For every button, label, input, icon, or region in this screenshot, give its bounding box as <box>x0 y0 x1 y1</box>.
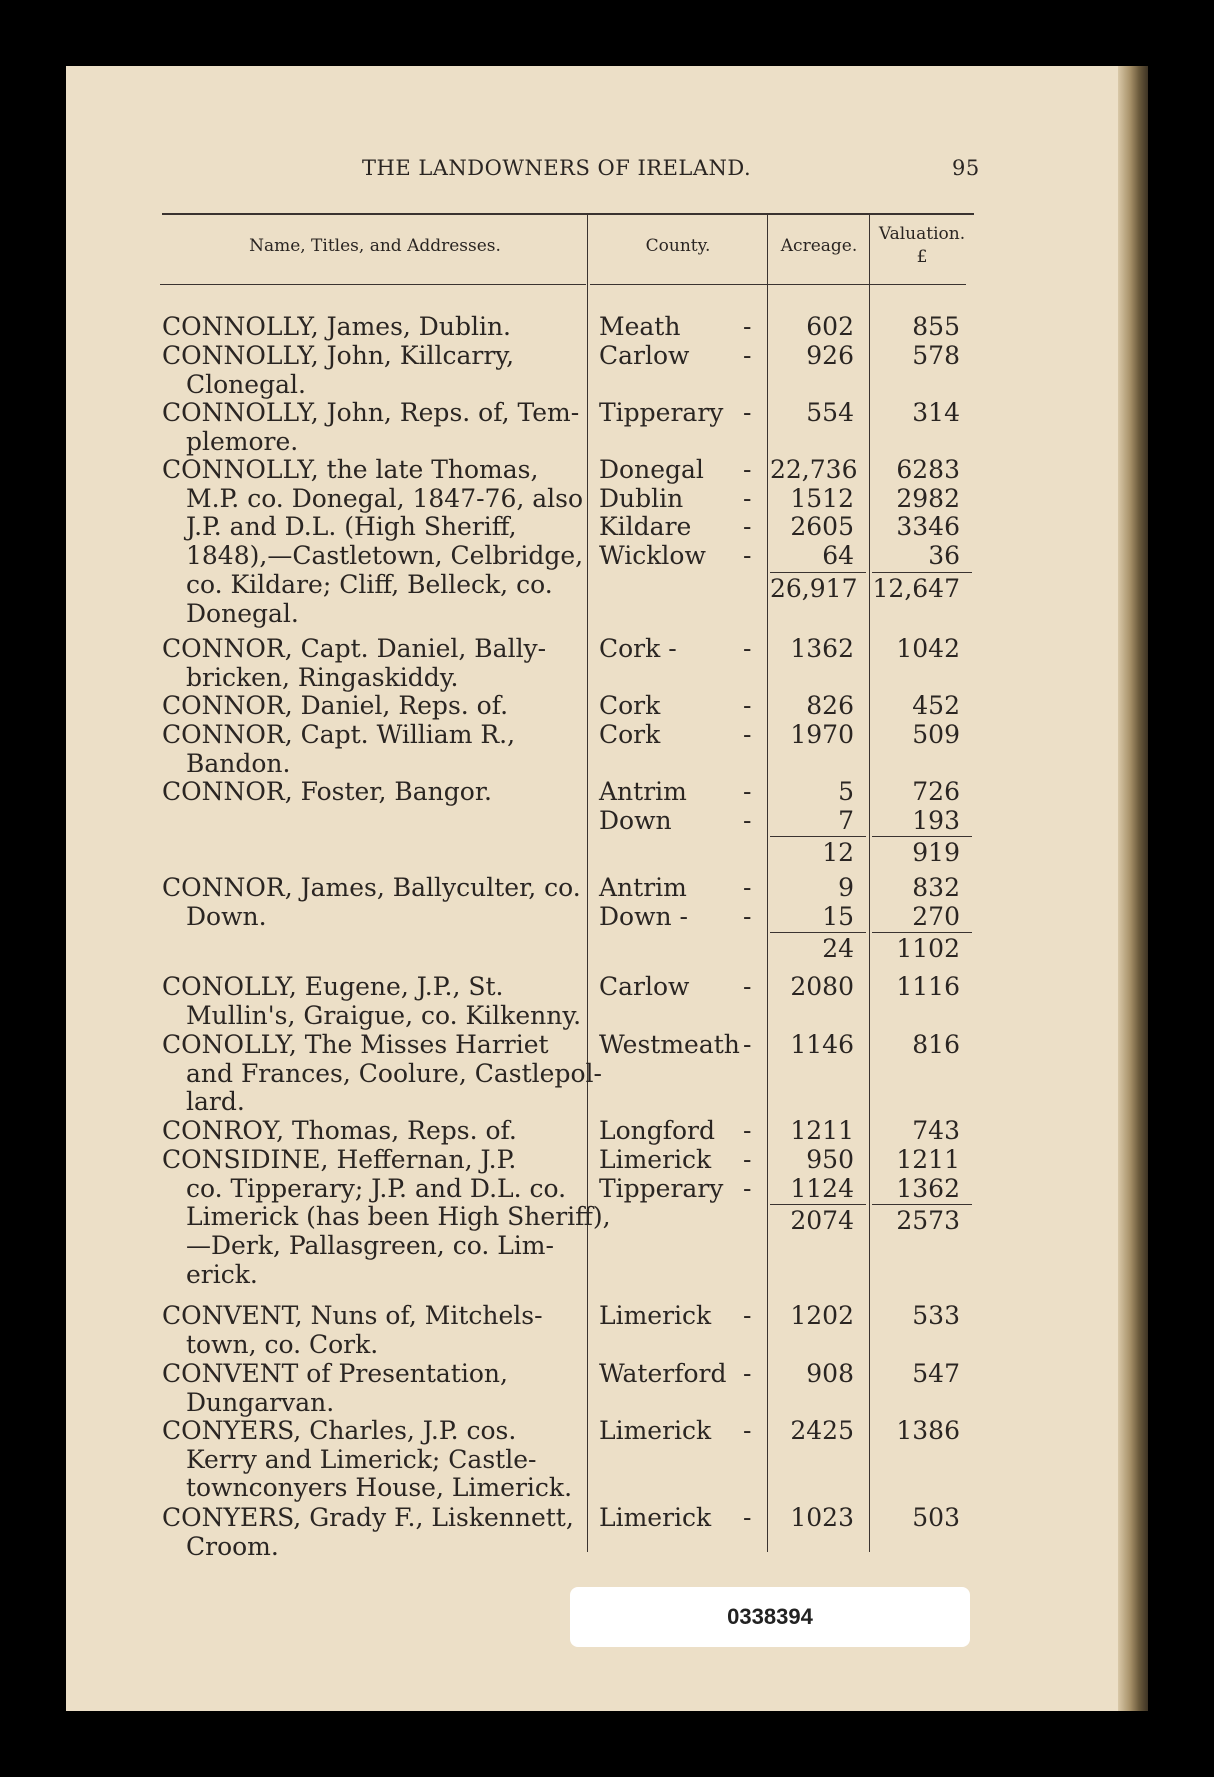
dash-leader: - <box>743 1145 752 1174</box>
acreage-cell: 9 <box>838 873 854 902</box>
owner-name-line: town, co. Cork. <box>186 1329 379 1359</box>
valuation-cell: 547 <box>912 1359 960 1388</box>
dash-leader: - <box>743 341 752 370</box>
county-cell: Limerick <box>599 1145 712 1174</box>
owner-name-line: CONNOR, Capt. Daniel, Bally- <box>162 634 547 663</box>
dash-leader: - <box>743 1030 752 1059</box>
county-cell: Longford <box>599 1116 716 1145</box>
county-cell: Cork - <box>599 634 677 663</box>
owner-name-line: CONOLLY, Eugene, J.P., St. <box>162 972 504 1001</box>
acreage-cell: 602 <box>806 312 854 341</box>
total-valuation: 919 <box>912 838 960 868</box>
county-cell: Down - <box>599 901 688 931</box>
sum-rule <box>770 836 866 837</box>
county-cell: Antrim <box>599 777 687 806</box>
county-cell: Carlow <box>599 341 690 370</box>
total-acreage: 24 <box>822 934 854 964</box>
valuation-cell: 1116 <box>896 972 960 1001</box>
page-number: 95 <box>952 156 980 180</box>
dash-leader: - <box>743 512 752 542</box>
owner-name-line: CONNOR, Capt. William R., <box>162 720 516 749</box>
county-cell: Westmeath <box>599 1030 740 1059</box>
acreage-cell: 1512 <box>790 483 854 513</box>
valuation-cell: 193 <box>912 805 960 835</box>
county-cell: Limerick <box>599 1416 712 1445</box>
column-header-county: County. <box>645 236 711 256</box>
sum-rule <box>872 836 972 837</box>
owner-name-line: co. Tipperary; J.P. and D.L. co. <box>186 1173 567 1203</box>
county-cell: Wicklow <box>599 541 706 571</box>
county-cell: Carlow <box>599 972 690 1001</box>
acreage-cell: 1211 <box>790 1116 854 1145</box>
dash-leader: - <box>743 398 752 427</box>
total-acreage: 26,917 <box>770 573 858 603</box>
dash-leader: - <box>743 777 752 806</box>
column-divider-name <box>587 215 588 1552</box>
owner-name-line: townconyers House, Limerick. <box>186 1473 573 1503</box>
owner-name-line: CONYERS, Charles, J.P. cos. <box>162 1416 517 1445</box>
sum-rule <box>770 1204 866 1205</box>
dash-leader: - <box>743 1173 752 1203</box>
county-cell: Cork <box>599 720 661 749</box>
owner-name-line: Kerry and Limerick; Castle- <box>186 1444 537 1474</box>
owner-name-line: CONNOR, James, Ballyculter, co. <box>162 873 581 902</box>
owner-name-line: CONSIDINE, Heffernan, J.P. <box>162 1145 517 1174</box>
dash-leader: - <box>743 1301 752 1330</box>
sum-rule <box>872 1204 972 1205</box>
header-rule-name <box>160 284 586 285</box>
county-cell: Waterford <box>599 1359 727 1388</box>
county-cell: Tipperary <box>599 1173 724 1203</box>
valuation-cell: 314 <box>912 398 960 427</box>
owner-name-line: 1848),—Castletown, Celbridge, <box>186 541 584 571</box>
valuation-cell: 503 <box>912 1503 960 1532</box>
owner-name-line: CONNOLLY, the late Thomas, <box>162 455 539 484</box>
county-cell: Tipperary <box>599 398 724 427</box>
owner-name-line: erick. <box>186 1259 258 1289</box>
owner-name-line: M.P. co. Donegal, 1847-76, also <box>186 483 584 513</box>
acreage-cell: 1970 <box>790 720 854 749</box>
valuation-cell: 2982 <box>896 483 960 513</box>
dash-leader: - <box>743 691 752 720</box>
owner-name-line: Limerick (has been High Sheriff), <box>186 1202 611 1232</box>
valuation-cell: 36 <box>928 541 960 571</box>
valuation-cell: 726 <box>912 777 960 806</box>
acreage-cell: 1023 <box>790 1503 854 1532</box>
acreage-cell: 1146 <box>790 1030 854 1059</box>
owner-name-line: CONNOLLY, James, Dublin. <box>162 312 511 341</box>
column-divider-county <box>767 215 768 1552</box>
sum-rule <box>872 572 972 573</box>
owner-name-line: CONOLLY, The Misses Harriet <box>162 1030 549 1059</box>
owner-name-line: CONNOLLY, John, Reps. of, Tem- <box>162 398 580 427</box>
owner-name-line: CONYERS, Grady F., Liskennett, <box>162 1503 574 1532</box>
valuation-cell: 832 <box>912 873 960 902</box>
county-cell: Limerick <box>599 1301 712 1330</box>
valuation-cell: 270 <box>912 901 960 931</box>
dash-leader: - <box>743 1416 752 1445</box>
owner-name-line: Clonegal. <box>186 369 306 399</box>
dash-leader: - <box>743 1116 752 1145</box>
acreage-cell: 1202 <box>790 1301 854 1330</box>
acreage-cell: 22,736 <box>770 455 858 484</box>
valuation-cell: 1386 <box>896 1416 960 1445</box>
acreage-cell: 2080 <box>790 972 854 1001</box>
dash-leader: - <box>743 805 752 835</box>
dash-leader: - <box>743 972 752 1001</box>
column-header-valuation-unit: £ <box>916 247 928 267</box>
acreage-cell: 2605 <box>790 512 854 542</box>
dash-leader: - <box>743 901 752 931</box>
acreage-cell: 2425 <box>790 1416 854 1445</box>
dash-leader: - <box>743 634 752 663</box>
dash-leader: - <box>743 541 752 571</box>
acreage-cell: 1362 <box>790 634 854 663</box>
column-divider-acreage <box>869 215 870 1552</box>
owner-name-line: CONVENT of Presentation, <box>162 1359 508 1388</box>
county-cell: Cork <box>599 691 661 720</box>
acreage-cell: 7 <box>838 805 854 835</box>
dash-leader: - <box>743 1359 752 1388</box>
owner-name-line: plemore. <box>186 426 299 456</box>
column-header-acreage: Acreage. <box>780 236 858 256</box>
valuation-cell: 452 <box>912 691 960 720</box>
valuation-cell: 533 <box>912 1301 960 1330</box>
county-cell: Limerick <box>599 1503 712 1532</box>
owner-name-line: J.P. and D.L. (High Sheriff, <box>186 512 517 542</box>
acreage-cell: 554 <box>806 398 854 427</box>
acreage-cell: 826 <box>806 691 854 720</box>
sum-rule <box>770 932 866 933</box>
county-cell: Donegal <box>599 455 704 484</box>
acreage-cell: 926 <box>806 341 854 370</box>
total-acreage: 12 <box>822 838 854 868</box>
top-rule <box>162 213 974 215</box>
total-valuation: 12,647 <box>872 573 960 603</box>
owner-name-line: Bandon. <box>186 748 291 778</box>
county-cell: Dublin <box>599 483 684 513</box>
owner-name-line: Donegal. <box>186 598 299 628</box>
column-header-valuation: Valuation. <box>878 224 966 244</box>
dash-leader: - <box>743 720 752 749</box>
dash-leader: - <box>743 455 752 484</box>
owner-name-line: CONVENT, Nuns of, Mitchels- <box>162 1301 543 1330</box>
acreage-cell: 15 <box>822 901 854 931</box>
owner-name-line: Croom. <box>186 1531 279 1561</box>
running-title: THE LANDOWNERS OF IRELAND. <box>362 156 752 180</box>
acreage-cell: 1124 <box>790 1173 854 1203</box>
owner-name-line: co. Kildare; Cliff, Belleck, co. <box>186 569 553 599</box>
sum-rule <box>872 932 972 933</box>
owner-name-line: Down. <box>186 901 267 931</box>
county-cell: Meath <box>599 312 681 341</box>
owner-name-line: bricken, Ringaskiddy. <box>186 662 459 692</box>
valuation-cell: 816 <box>912 1030 960 1059</box>
county-cell: Down <box>599 805 672 835</box>
owner-name-line: CONNOR, Daniel, Reps. of. <box>162 691 509 720</box>
acreage-cell: 950 <box>806 1145 854 1174</box>
owner-name-line: and Frances, Coolure, Castlepol- <box>186 1058 602 1088</box>
total-acreage: 2074 <box>790 1206 854 1236</box>
valuation-cell: 578 <box>912 341 960 370</box>
valuation-cell: 509 <box>912 720 960 749</box>
valuation-cell: 6283 <box>896 455 960 484</box>
owner-name-line: CONNOLLY, John, Killcarry, <box>162 341 515 370</box>
acreage-cell: 908 <box>806 1359 854 1388</box>
valuation-cell: 855 <box>912 312 960 341</box>
library-label: 0338394 <box>570 1587 970 1647</box>
dash-leader: - <box>743 1503 752 1532</box>
page-edge <box>1118 66 1148 1711</box>
total-valuation: 2573 <box>896 1206 960 1236</box>
owner-name-line: Mullin's, Graigue, co. Kilkenny. <box>186 1000 582 1030</box>
owner-name-line: CONNOR, Foster, Bangor. <box>162 777 492 806</box>
acreage-cell: 5 <box>838 777 854 806</box>
valuation-cell: 3346 <box>896 512 960 542</box>
county-cell: Kildare <box>599 512 692 542</box>
sum-rule <box>770 572 866 573</box>
valuation-cell: 1042 <box>896 634 960 663</box>
valuation-cell: 1362 <box>896 1173 960 1203</box>
dash-leader: - <box>743 873 752 902</box>
total-valuation: 1102 <box>896 934 960 964</box>
owner-name-line: lard. <box>186 1087 245 1117</box>
header-rule-data <box>590 284 966 285</box>
owner-name-line: CONROY, Thomas, Reps. of. <box>162 1116 517 1145</box>
owner-name-line: Dungarvan. <box>186 1387 335 1417</box>
dash-leader: - <box>743 483 752 513</box>
valuation-cell: 1211 <box>896 1145 960 1174</box>
column-header-name: Name, Titles, and Addresses. <box>249 236 501 256</box>
acreage-cell: 64 <box>822 541 854 571</box>
owner-name-line: —Derk, Pallasgreen, co. Lim- <box>186 1231 554 1261</box>
dash-leader: - <box>743 312 752 341</box>
county-cell: Antrim <box>599 873 687 902</box>
valuation-cell: 743 <box>912 1116 960 1145</box>
